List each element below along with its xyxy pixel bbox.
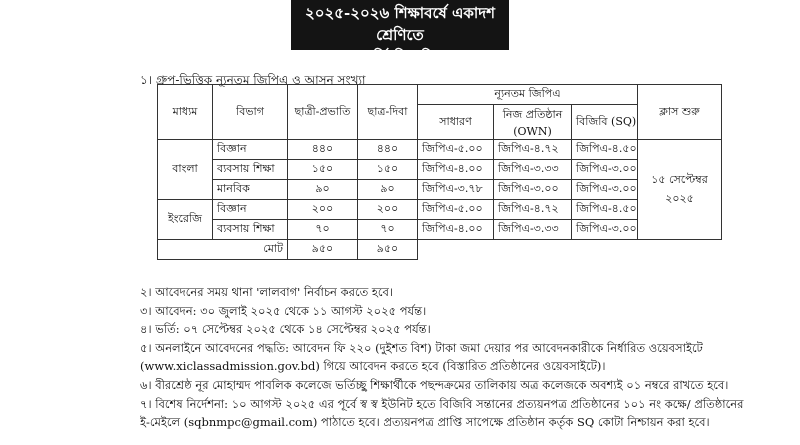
gpa-sq-cell: জিপিএ-৪.৫০ xyxy=(572,200,638,220)
notice-item: ৫। অনলাইনে আবেদনের পদ্ধতি: আবেদন ফি ২২০ (দুইশত বিশ) টাকা জমা দেয়ার পর আবেদনকারীকে নির্ধারিত ওয়েবসাইটে xyxy=(140,340,703,355)
header-general: সাধারণ xyxy=(418,105,494,140)
gpa-general-cell: জিপিএ-৪.০০ xyxy=(418,220,494,240)
medium-cell: ইংরেজি xyxy=(158,200,213,240)
table-row xyxy=(158,160,722,180)
total-label: মোট xyxy=(158,240,288,260)
header-own xyxy=(494,105,572,140)
girls-seat-cell: ৭০ xyxy=(288,220,358,240)
banner-line-2: ভর্তি বিজ্ঞপ্তি xyxy=(362,48,438,66)
gpa-sq-cell: জিপিএ-৩.০০ xyxy=(572,220,638,240)
table-row xyxy=(158,180,722,200)
notice-item: ৬। বীরশ্রেষ্ঠ নূর মোহাম্মদ পাবলিক কলেজে ভর্তিচ্ছু শিক্ষার্থীকে পছন্দক্রমের তালিকায় অত্র কলেজকে অবশ্যই ০১ নম্বরে রাখতে হবে। xyxy=(140,377,729,392)
total-row xyxy=(158,240,722,260)
header-boys-day: ছাত্র-দিবা xyxy=(358,85,418,140)
header-medium: মাধ্যম xyxy=(158,85,213,140)
notice-item: ৪। ভর্তি: ০৭ সেপ্টেম্বর ২০২৫ থেকে ১৪ সেপ্টেম্বর ২০২৫ পর্যন্ত। xyxy=(140,322,431,337)
gpa-own-cell: জিপিএ-৩.০০ xyxy=(494,180,572,200)
header-min-gpa: ন্যূনতম জিপিএ xyxy=(418,85,638,105)
gpa-own-cell: জিপিএ-৪.৭২ xyxy=(494,200,572,220)
gpa-general-cell: জিপিএ-৪.০০ xyxy=(418,160,494,180)
banner-line-1: ২০২৫-২০২৬ শিক্ষাবর্ষে একাদশ শ্রেণিতে xyxy=(305,4,495,44)
gpa-own-cell: জিপিএ-৩.৩৩ xyxy=(494,160,572,180)
table-row xyxy=(158,200,722,220)
header-dept: বিভাগ xyxy=(213,85,288,140)
total-boys: ৯৫০ xyxy=(358,240,418,260)
dept-cell: ব্যবসায় শিক্ষা xyxy=(213,220,288,240)
dept-cell: ব্যবসায় শিক্ষা xyxy=(213,160,288,180)
header-class-start: ক্লাস শুরু xyxy=(638,85,722,140)
girls-seat-cell: ৯০ xyxy=(288,180,358,200)
header-sq: বিজিবি (SQ) xyxy=(572,105,638,140)
gpa-sq-cell: জিপিএ-৩.০০ xyxy=(572,180,638,200)
table-row xyxy=(158,220,722,240)
header-own-line-2: (OWN) xyxy=(513,125,552,138)
girls-seat-cell: ১৫০ xyxy=(288,160,358,180)
dept-cell: বিজ্ঞান xyxy=(213,200,288,220)
gpa-general-cell: জিপিএ-৫.০০ xyxy=(418,140,494,160)
boys-seat-cell: ৯০ xyxy=(358,180,418,200)
gpa-general-cell: জিপিএ-৩.৭৮ xyxy=(418,180,494,200)
dept-cell: মানবিক xyxy=(213,180,288,200)
total-blank xyxy=(418,240,722,260)
title-banner xyxy=(291,0,509,66)
girls-seat-cell: ২০০ xyxy=(288,200,358,220)
header-girls-morning: ছাত্রী-প্রভাতি xyxy=(288,85,358,140)
medium-cell: বাংলা xyxy=(158,140,213,200)
section-heading: ১। গ্রুপ-ভিত্তিক ন্যূনতম জিপিএ ও আসন সংখ্যা xyxy=(140,73,366,87)
notice-item: ২। আবেদনের সময় থানা 'লালবাগ' নির্বাচন করতে হবে। xyxy=(140,285,394,299)
class-start-year: ২০২৫ xyxy=(665,191,694,205)
seat-table xyxy=(157,84,722,260)
total-girls: ৯৫০ xyxy=(288,240,358,260)
notice-item: ৭। বিশেষ নির্দেশনা: ১০ আগস্ট ২০২৫ এর পূর্বে স্ব স্ব ইউনিট হতে বিজিবি সন্তানের প্রত্যয়নপত্র প্রতিষ্ঠানের ১০১ নং কক্ষে/ প্রতিষ্ঠানের xyxy=(140,396,744,411)
boys-seat-cell: ৪৪০ xyxy=(358,140,418,160)
notice-item: ৩। আবেদন: ৩০ জুলাই ২০২৫ থেকে ১১ আগস্ট ২০২৫ পর্যন্ত। xyxy=(140,303,427,318)
gpa-sq-cell: জিপিএ-৪.৫০ xyxy=(572,140,638,160)
boys-seat-cell: ২০০ xyxy=(358,200,418,220)
notice-item-continued: (www.xiclassadmission.gov.bd) গিয়ে আবেদন করতে হবে (বিস্তারিত প্রতিষ্ঠানের ওয়েবসাইটে)। xyxy=(140,359,606,374)
class-start-date: ১৫ সেপ্টেম্বর xyxy=(651,172,708,186)
gpa-sq-cell: জিপিএ-৩.০০ xyxy=(572,160,638,180)
girls-seat-cell: ৪৪০ xyxy=(288,140,358,160)
class-start-cell xyxy=(638,140,722,240)
dept-cell: বিজ্ঞান xyxy=(213,140,288,160)
boys-seat-cell: ৭০ xyxy=(358,220,418,240)
notice-list xyxy=(140,283,780,432)
gpa-general-cell: জিপিএ-৫.০০ xyxy=(418,200,494,220)
gpa-own-cell: জিপিএ-৪.৭২ xyxy=(494,140,572,160)
header-own-line-1: নিজ প্রতিষ্ঠান xyxy=(502,108,563,121)
gpa-own-cell: জিপিএ-৩.৩৩ xyxy=(494,220,572,240)
table-row xyxy=(158,140,722,160)
notice-item-continued: ই-মেইলে (sqbnmpc@gmail.com) পাঠাতে হবে। প্রত্যয়নপত্র প্রাপ্তি সাপেক্ষে প্রতিষ্ঠান কর্তৃক SQ কোটা নিশ্চায়ন করা হবে। xyxy=(140,415,710,430)
boys-seat-cell: ১৫০ xyxy=(358,160,418,180)
